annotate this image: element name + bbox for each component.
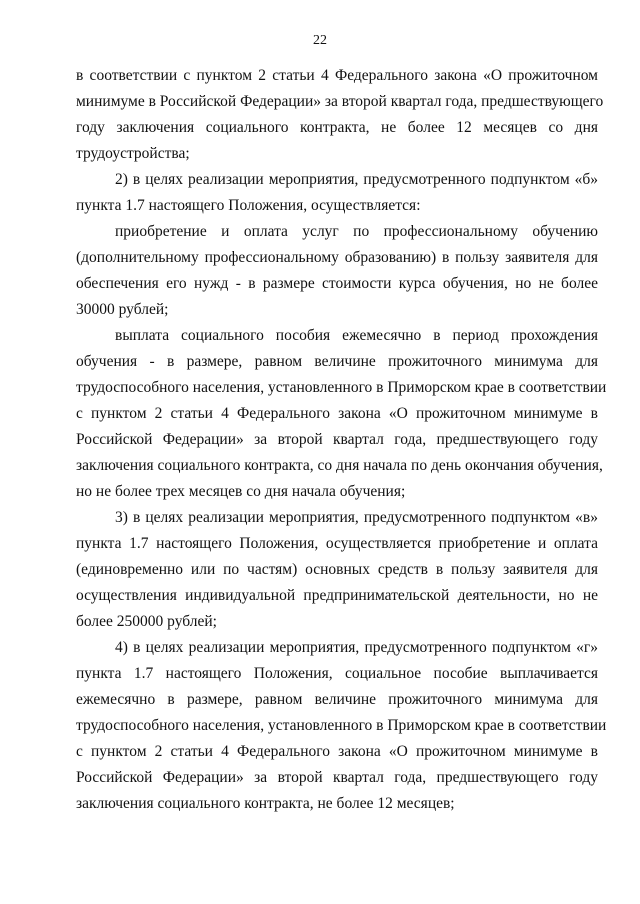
text-line: трудоспособного населения, установленного в Приморском крае в соответствии (76, 717, 607, 734)
text-line: но не более трех месяцев со дня начала обучения; (76, 483, 406, 500)
text-line: 2) в целях реализации мероприятия, предусмотренного подпунктом «б» (115, 171, 598, 188)
text-line: обеспечения его нужд - в размере стоимости курса обучения, но не более (76, 275, 598, 292)
text-line: выплата социального пособия ежемесячно в период прохождения (115, 327, 598, 344)
text-line: пункта 1.7 настоящего Положения, осуществляется приобретение и оплата (76, 535, 598, 552)
text-line: трудоспособного населения, установленного в Приморском крае в соответствии (76, 379, 607, 396)
page-number: 22 (313, 33, 327, 48)
text-line: с пунктом 2 статьи 4 Федерального закона «О прожиточном минимуме в (76, 743, 598, 760)
text-line: осуществления индивидуальной предпринимательской деятельности, но не (76, 587, 598, 604)
text-line: (единовременно или по частям) основных средств в пользу заявителя для (76, 561, 598, 578)
text-line: ежемесячно в размере, равном величине прожиточного минимума для (76, 691, 598, 708)
text-line: (дополнительному профессиональному образованию) в пользу заявителя для (76, 249, 598, 266)
text-line: году заключения социального контракта, не более 12 месяцев со дня (76, 119, 598, 136)
text-line: в соответствии с пунктом 2 статьи 4 Федерального закона «О прожиточном (76, 67, 598, 84)
text-line: 4) в целях реализации мероприятия, предусмотренного подпунктом «г» (115, 639, 598, 656)
text-line: Российской Федерации» за второй квартал года, предшествующего году (76, 431, 598, 448)
text-line: обучения - в размере, равном величине прожиточного минимума для (76, 353, 598, 370)
text-line: более 250000 рублей; (76, 613, 217, 630)
text-line: пункта 1.7 настоящего Положения, осуществляется: (76, 197, 421, 214)
text-line: пункта 1.7 настоящего Положения, социальное пособие выплачивается (76, 665, 598, 682)
text-line: заключения социального контракта, не более 12 месяцев; (76, 795, 455, 812)
text-line: трудоустройства; (76, 145, 190, 162)
text-line: 3) в целях реализации мероприятия, предусмотренного подпунктом «в» (115, 509, 598, 526)
text-line: приобретение и оплата услуг по профессиональному обучению (115, 223, 598, 240)
text-line: с пунктом 2 статьи 4 Федерального закона «О прожиточном минимуме в (76, 405, 598, 422)
text-line: 30000 рублей; (76, 301, 169, 318)
text-line: минимуме в Российской Федерации» за второй квартал года, предшествующего (76, 93, 604, 110)
text-line: заключения социального контракта, со дня начала по день окончания обучения, (76, 457, 603, 474)
text-line: Российской Федерации» за второй квартал года, предшествующего году (76, 769, 598, 786)
